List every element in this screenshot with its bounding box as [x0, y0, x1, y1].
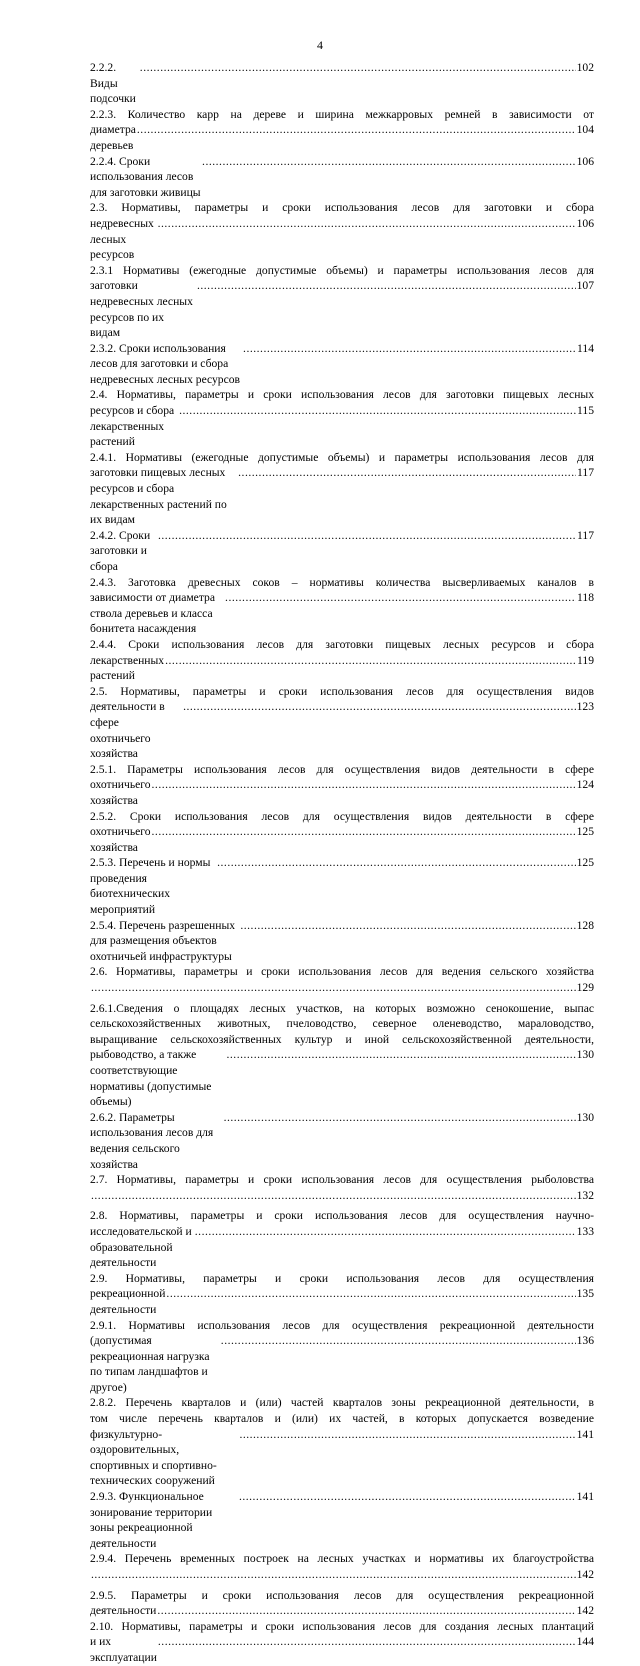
toc-entry-text-line: 2.9.4. Перечень временных построек на лесных участках и нормативы их благоустройства	[90, 1552, 594, 1566]
toc-entry-final-line	[90, 699, 594, 761]
toc-entry-final-line	[90, 1188, 594, 1204]
toc-entry-text-line: том числе перечень кварталов и (или) их частей, в которых допускается возведение	[90, 1412, 594, 1426]
dot-leader	[137, 122, 576, 138]
dot-leader	[165, 653, 576, 669]
toc-entry-title: 2.5.4. Перечень разрешенных для размещения объектов охотничьей инфраструктуры	[90, 918, 236, 963]
toc-page-number: 132	[576, 1188, 594, 1202]
dot-leader	[158, 1634, 576, 1650]
toc-entry-title: охотничьего хозяйства	[90, 825, 151, 854]
toc-entry-final-line	[90, 1110, 594, 1172]
toc-entry-text-line: 2.4.4. Сроки использования лесов для заготовки пищевых лесных ресурсов и сбора	[90, 637, 594, 651]
toc-entry-title: деятельности	[90, 1604, 157, 1618]
toc-entry[interactable]	[90, 1395, 594, 1489]
toc-entry[interactable]	[90, 1271, 594, 1318]
toc-entry[interactable]	[90, 1489, 594, 1551]
toc-entry-final-line	[90, 528, 594, 575]
toc-entry[interactable]	[90, 263, 594, 341]
dot-leader	[225, 590, 576, 606]
toc-entry-text-line: 2.4.3. Заготовка древесных соков – нормативы количества высверливаемых каналов в	[90, 575, 594, 589]
toc-entry-title: диаметра деревьев	[90, 123, 136, 152]
toc-entry[interactable]	[90, 1172, 594, 1203]
toc-page-number: 141	[576, 1427, 594, 1441]
toc-entry-title: исследовательской и образовательной деятельности	[90, 1224, 192, 1270]
toc-entry-final-line	[90, 918, 594, 965]
toc-entry[interactable]	[90, 1110, 594, 1172]
toc-entry-title: заготовки пищевых лесных ресурсов и сбора лекарственных растений по их видам	[90, 466, 227, 527]
toc-entry-final-line	[90, 855, 594, 917]
toc-entry[interactable]	[90, 762, 594, 809]
toc-page-number: 106	[576, 216, 594, 230]
toc-entry-text-line: 2.4.1. Нормативы (ежегодные допустимые объемы) и параметры использования лесов для	[90, 450, 594, 464]
dot-leader	[239, 1427, 575, 1443]
toc-entry-final-line	[90, 122, 594, 153]
toc-entry-final-line	[90, 1603, 594, 1619]
dot-leader	[152, 777, 576, 793]
toc-page-number: 114	[577, 341, 594, 355]
toc-entry[interactable]	[90, 341, 594, 388]
toc-page-number: 128	[576, 918, 594, 932]
toc-entry-text-line: 2.8. Нормативы, параметры и сроки использования лесов для осуществления научно-	[90, 1209, 594, 1223]
dot-leader	[158, 528, 576, 544]
toc-entry[interactable]	[90, 60, 594, 107]
table-of-contents	[90, 60, 594, 1666]
toc-entry-final-line	[90, 341, 594, 388]
toc-entry-text-line: 2.4. Нормативы, параметры и сроки использования лесов для заготовки пищевых лесных	[90, 388, 594, 402]
dot-leader	[91, 1188, 576, 1204]
toc-page-number: 118	[577, 591, 594, 605]
toc-page-number: 133	[576, 1224, 594, 1238]
toc-entry[interactable]	[90, 1318, 594, 1396]
toc-entry-final-line	[90, 824, 594, 855]
toc-entry-title: недревесных лесных ресурсов	[90, 216, 154, 262]
toc-page-number: 104	[576, 123, 594, 137]
toc-page-number: 106	[576, 154, 594, 168]
toc-page-number: 117	[577, 528, 594, 542]
dot-leader	[179, 403, 576, 419]
toc-page-number: 141	[576, 1490, 594, 1504]
toc-page-number: 125	[576, 856, 594, 870]
toc-entry-title: 2.5.3. Перечень и нормы проведения биотехнических мероприятий	[90, 856, 211, 917]
toc-entry[interactable]	[90, 1551, 594, 1582]
toc-entry-title: 2.4.2. Сроки заготовки и сбора	[90, 528, 151, 573]
toc-page-number: 130	[576, 1048, 594, 1062]
dot-leader	[166, 1286, 575, 1302]
dot-leader	[238, 465, 576, 481]
toc-page-number: 123	[576, 700, 594, 714]
dot-leader	[157, 1603, 575, 1619]
toc-entry-text-line: 2.9.1. Нормативы использования лесов для осуществления рекреационной деятельности	[90, 1318, 594, 1332]
toc-page-number: 129	[576, 981, 594, 995]
toc-entry[interactable]	[90, 107, 594, 154]
dot-leader	[158, 216, 576, 232]
toc-entry-title: ресурсов и сбора лекарственных растений	[90, 404, 175, 449]
toc-entry-text-line: 2.5.1. Параметры использования лесов для осуществления видов деятельности в сфере	[90, 762, 594, 776]
toc-page-number: 124	[576, 778, 594, 792]
dot-leader	[227, 1047, 576, 1063]
toc-entry[interactable]	[90, 1208, 594, 1270]
toc-entry-title: деятельности в сфере охотничьего хозяйства	[90, 700, 165, 761]
toc-entry[interactable]	[90, 918, 594, 965]
dot-leader	[197, 278, 576, 294]
toc-page-number: 115	[577, 404, 594, 418]
dot-leader	[224, 1110, 576, 1126]
toc-page-number: 119	[577, 653, 594, 667]
toc-entry[interactable]	[90, 575, 594, 637]
toc-entry-title: 2.6.2. Параметры использования лесов для ведения сельского хозяйства	[90, 1110, 214, 1171]
toc-entry-text-line: 2.10. Нормативы, параметры и сроки использования лесов для создания лесных плантаций	[90, 1619, 594, 1633]
toc-entry[interactable]	[90, 528, 594, 575]
toc-entry-final-line	[90, 590, 594, 637]
toc-entry-text-line: 2.5. Нормативы, параметры и сроки использования лесов для осуществления видов	[90, 684, 594, 698]
toc-page-number: 142	[576, 1568, 594, 1581]
toc-entry-text-line: 2.9.5. Параметры и сроки использования лесов для осуществления рекреационной	[90, 1588, 594, 1602]
dot-leader	[91, 1567, 576, 1583]
toc-entry-final-line	[90, 777, 594, 808]
toc-entry-text-line: сельскохозяйственных животных, пчеловодство, северное оленеводство, мараловодство,	[90, 1017, 594, 1031]
toc-entry-title: заготовки недревесных лесных ресурсов по их видам	[90, 279, 193, 340]
toc-entry-text-line: 2.9. Нормативы, параметры и сроки использования лесов для осуществления	[90, 1271, 594, 1285]
toc-entry-final-line	[90, 1634, 594, 1665]
toc-page-number: 107	[576, 279, 594, 293]
toc-entry-final-line	[90, 1489, 594, 1551]
toc-entry-final-line	[90, 1224, 594, 1271]
toc-entry-final-line	[90, 980, 594, 996]
toc-entry-title: 2.2.4. Сроки использования лесов для заготовки живицы	[90, 154, 201, 199]
toc-entry[interactable]	[90, 637, 594, 684]
toc-entry-text-line: 2.7. Нормативы, параметры и сроки использования лесов для осуществления рыболовства	[90, 1173, 594, 1187]
toc-entry-final-line	[90, 1567, 594, 1583]
toc-entry-text-line: 2.3.1 Нормативы (ежегодные допустимые объемы) и параметры использования лесов для	[90, 263, 594, 277]
toc-entry[interactable]	[90, 450, 594, 528]
toc-entry-final-line	[90, 1427, 594, 1489]
dot-leader	[183, 699, 576, 715]
toc-entry-final-line	[90, 1333, 594, 1395]
toc-page-number: 136	[576, 1334, 594, 1348]
toc-page-number: 130	[576, 1110, 594, 1124]
toc-entry-title: рекреационной деятельности	[90, 1287, 166, 1316]
toc-entry[interactable]	[90, 809, 594, 856]
toc-entry-text-line: 2.6. Нормативы, параметры и сроки использования лесов для ведения сельского хозяйства	[90, 965, 594, 979]
dot-leader	[217, 855, 575, 871]
toc-entry[interactable]	[90, 964, 594, 995]
toc-entry-title: (допустимая рекреационная нагрузка по типам ландшафтов и другое)	[90, 1334, 210, 1394]
toc-entry[interactable]	[90, 1001, 594, 1110]
toc-entry[interactable]	[90, 154, 594, 201]
dot-leader	[202, 154, 576, 170]
toc-page-number: 102	[576, 61, 594, 74]
toc-page-number: 142	[576, 1604, 594, 1618]
dot-leader	[140, 60, 576, 76]
toc-entry[interactable]	[90, 1619, 594, 1666]
toc-entry[interactable]	[90, 684, 594, 762]
toc-entry[interactable]	[90, 1588, 594, 1619]
toc-entry-text-line: 2.6.1.Сведения о площадях лесных участков, на которых возможно сенокошение, выпас	[90, 1001, 594, 1015]
dot-leader	[91, 980, 576, 996]
toc-entry-title: 2.3.2. Сроки использования лесов для заготовки и сбора недревесных лесных ресурсов	[90, 341, 241, 386]
toc-entry[interactable]	[90, 387, 594, 449]
toc-entry-title: физкультурно-оздоровительных, спортивных и спортивно-технических сооружений	[90, 1427, 217, 1488]
toc-entry-final-line	[90, 154, 594, 201]
toc-entry-final-line	[90, 403, 594, 450]
dot-leader	[240, 918, 575, 934]
toc-entry-final-line	[90, 60, 594, 107]
toc-page-number: 117	[577, 466, 594, 480]
dot-leader	[243, 341, 576, 357]
toc-entry-title: лекарственных растений	[90, 653, 165, 683]
dot-leader	[152, 824, 576, 840]
toc-page-number: 135	[576, 1287, 594, 1301]
toc-entry-title: и их эксплуатации	[90, 1635, 157, 1664]
toc-page-number: 144	[576, 1635, 594, 1649]
toc-entry-title: охотничьего хозяйства	[90, 778, 151, 807]
page-number: 4	[317, 38, 323, 52]
toc-page-number: 125	[576, 825, 594, 839]
toc-entry-title: зависимости от диаметра ствола деревьев и класса бонитета насаждения	[90, 591, 215, 636]
toc-entry-text-line: выращивание сельскохозяйственных культур и иной сельскохозяйственной деятельности,	[90, 1032, 594, 1046]
dot-leader	[195, 1224, 576, 1240]
toc-entry-text-line: 2.5.2. Сроки использования лесов для осуществления видов деятельности в сфере	[90, 809, 594, 823]
toc-entry-title: 2.2.2. Виды подсочки	[90, 61, 136, 106]
dot-leader	[221, 1333, 576, 1349]
toc-entry-text-line: 2.8.2. Перечень кварталов и (или) частей кварталов зоны рекреационной деятельности, в	[90, 1396, 594, 1410]
toc-entry-text-line: 2.3. Нормативы, параметры и сроки использования лесов для заготовки и сбора	[90, 201, 594, 215]
toc-entry-final-line	[90, 216, 594, 263]
toc-entry-final-line	[90, 465, 594, 527]
toc-entry-final-line	[90, 1286, 594, 1317]
toc-entry-final-line	[90, 1047, 594, 1109]
toc-entry-final-line	[90, 278, 594, 340]
toc-entry[interactable]	[90, 855, 594, 917]
dot-leader	[239, 1489, 576, 1505]
toc-entry-text-line: 2.2.3. Количество карр на дереве и ширина межкарровых ремней в зависимости от	[90, 107, 594, 121]
toc-entry-title: 2.9.3. Функциональное зонирование территории зоны рекреационной деятельности	[90, 1490, 213, 1550]
toc-entry-title: рыбоводство, а также соответствующие нормативы (допустимые объемы)	[90, 1048, 212, 1109]
toc-entry-final-line	[90, 653, 594, 684]
toc-entry[interactable]	[90, 200, 594, 262]
